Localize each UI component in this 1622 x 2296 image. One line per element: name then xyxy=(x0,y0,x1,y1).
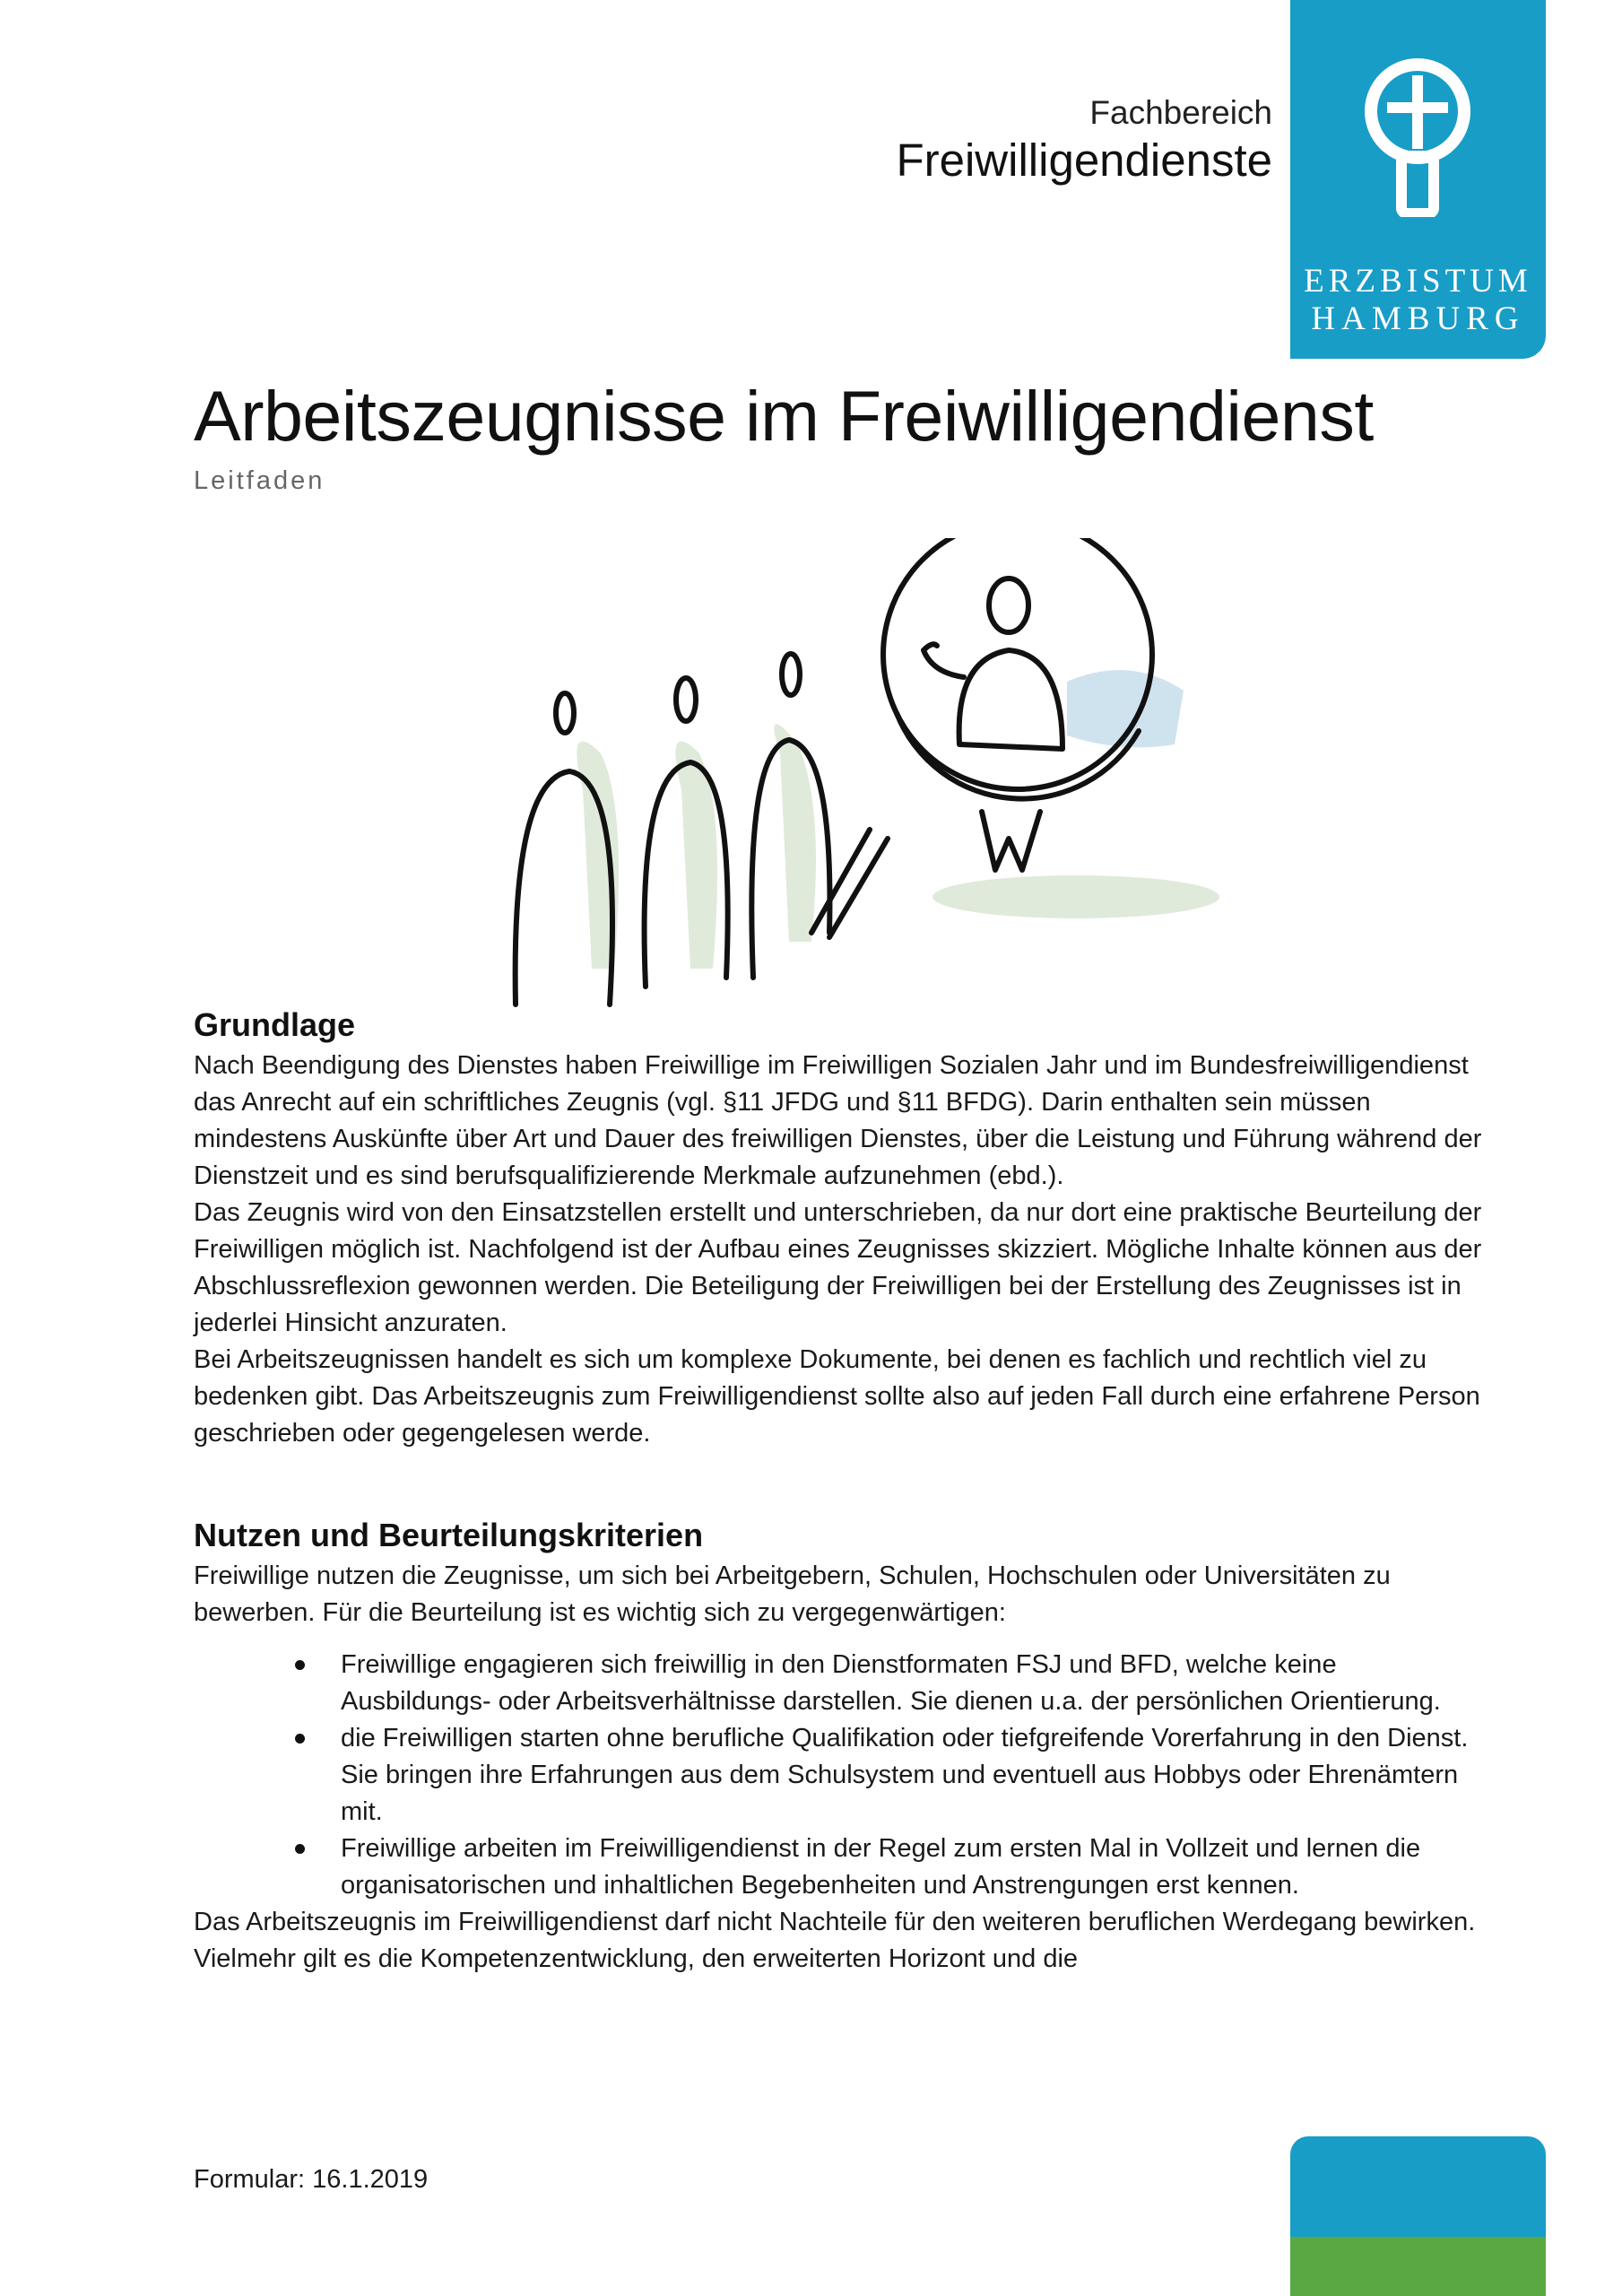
people-magnifier-illustration xyxy=(502,538,1497,1013)
logo-line-1: ERZBISTUM xyxy=(1304,263,1532,300)
department-header xyxy=(896,93,1272,188)
cross-circle-icon xyxy=(1355,56,1480,217)
section-heading-grundlage: Grundlage xyxy=(194,1006,356,1043)
footer-blue-block xyxy=(1290,2136,1546,2237)
list-item: Freiwillige arbeiten im Freiwilligendienst in der Regel zum ersten Mal in Vollzeit und lernen die organisatorischen und inhaltlichen Begebenheiten und Anstrengungen erst kennen. xyxy=(341,1831,1485,1904)
criteria-list xyxy=(194,1647,1485,1904)
footer-green-block xyxy=(1290,2237,1546,2296)
department-label: Fachbereich xyxy=(1089,94,1272,131)
paragraph: Freiwillige nutzen die Zeugnisse, um sich bei Arbeitgebern, Schulen, Hochschulen oder Universitäten zu bewerben. Für die Beurteilung ist es wichtig sich zu vergegenwärtigen: xyxy=(194,1561,1391,1627)
main-content xyxy=(194,1003,1485,1978)
logo-line-2: HAMBURG xyxy=(1311,300,1525,337)
document-title: Arbeitszeugnisse im Freiwilligendienst xyxy=(194,376,1374,456)
paragraph: Bei Arbeitszeugnissen handelt es sich um komplexe Dokumente, bei denen es fachlich und rechtlich viel zu bedenken gibt. Das Arbeitszeugnis zum Freiwilligendienst sollte also auf jeden Fall durch eine erfahrene Person geschrieben oder gegengelesen werde. xyxy=(194,1345,1480,1448)
erzbistum-logo xyxy=(1290,0,1546,359)
list-item: Freiwillige engagieren sich freiwillig in den Dienstformaten FSJ und BFD, welche keine Ausbildungs- oder Arbeitsverhältnisse darstellen. Sie dienen u.a. der persönlichen Orientierung. xyxy=(341,1647,1485,1720)
section-heading-nutzen: Nutzen und Beurteilungskriterien xyxy=(194,1517,704,1553)
department-name: Freiwilligendienste xyxy=(896,135,1272,187)
paragraph: Nach Beendigung des Dienstes haben Freiwillige im Freiwilligen Sozialen Jahr und im Bundesfreiwilligendienst das Anrecht auf ein schriftliches Zeugnis (vgl. §11 JFDG und §11 BFDG). Darin enthalten sein müssen mindestens Auskünfte über Art und Dauer des freiwilligen Dienstes, über die Leistung und Führung während der Dienstzeit und es sind berufsqualifizierende Merkmale aufzunehmen (ebd.). xyxy=(194,1051,1482,1190)
paragraph: Das Arbeitszeugnis im Freiwilligendienst darf nicht Nachteile für den weiteren beruflichen Werdegang bewirken. Vielmehr gilt es die Kompetenzentwicklung, den erweiterten Horizont und die xyxy=(194,1908,1476,1973)
footer-color-block xyxy=(1290,2136,1546,2296)
paragraph: Das Zeugnis wird von den Einsatzstellen erstellt und unterschrieben, da nur dort eine praktische Beurteilung der Freiwilligen möglich ist. Nachfolgend ist der Aufbau eines Zeugnisses skizziert. Mögliche Inhalte können aus der Abschlussreflexion gewonnen werden. Die Beteiligung der Freiwilligen bei der Erstellung des Zeugnisses ist in jederlei Hinsicht anzuraten. xyxy=(194,1198,1482,1337)
form-date: Formular: 16.1.2019 xyxy=(194,2165,429,2194)
list-item: die Freiwilligen starten ohne berufliche Qualifikation oder tiefgreifende Vorerfahrung in den Dienst. Sie bringen ihre Erfahrungen aus dem Schulsystem und eventuell aus Hobbys oder Ehrenämtern mit. xyxy=(341,1720,1485,1831)
document-subtitle: Leitfaden xyxy=(194,466,325,495)
